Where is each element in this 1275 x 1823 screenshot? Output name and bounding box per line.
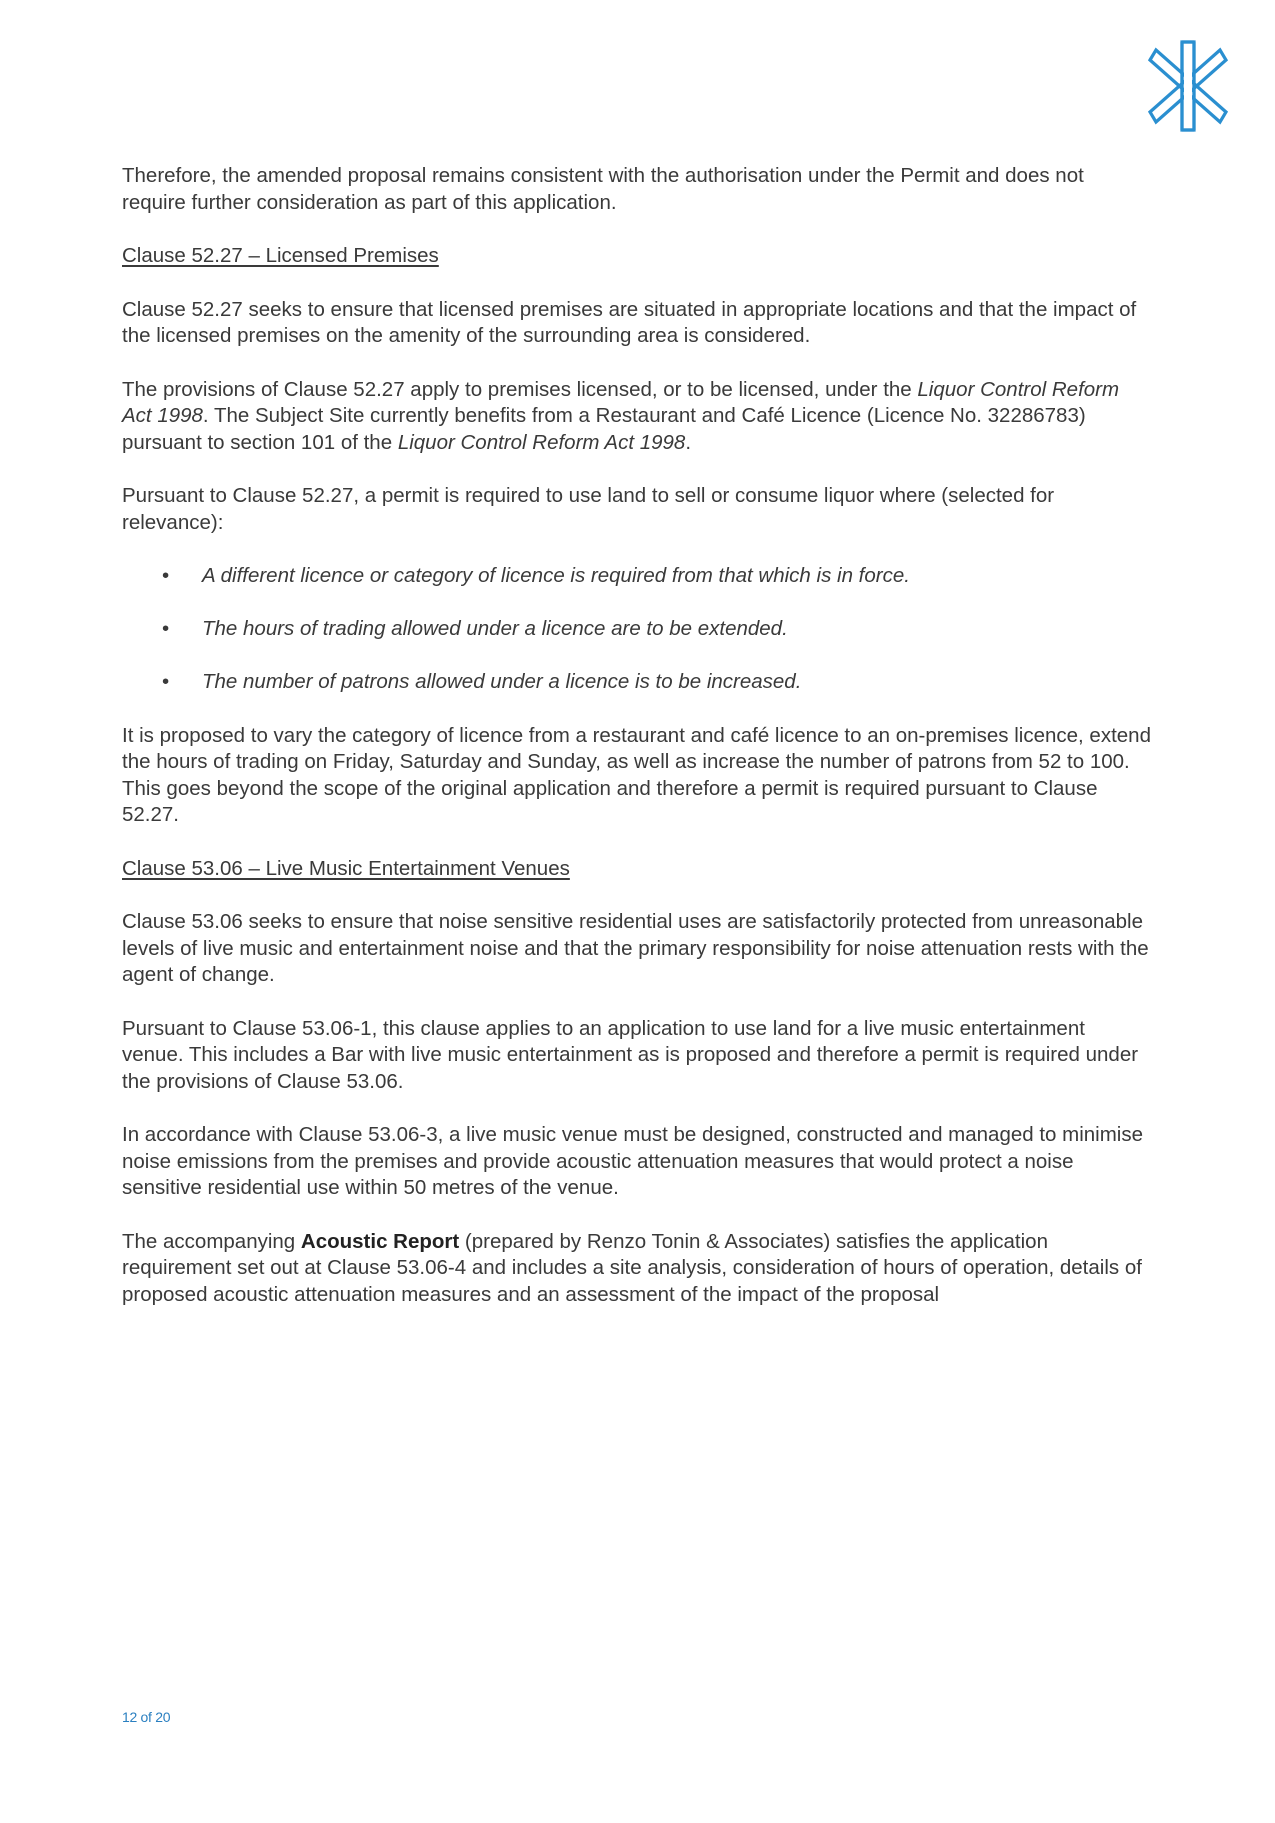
bullet-icon: • [162,670,170,693]
paragraph-clause-53-06-1: Pursuant to Clause 53.06-1, this clause applies to an application to use land for a live music entertainment venue. This includes a Bar with live music entertainment as is proposed and therefore a permit is required under the provisions of Clause 53.06. [122,1016,1139,1093]
paragraph-licence-variation: It is proposed to vary the category of licence from a restaurant and café licence to an on-premises licence, extend the hours of trading on Friday, Saturday and Sunday, as well as increase the number of patrons from 52 to 100. This goes beyond the scope of the original application and therefore a permit is required pursuant to Clause 52.27. [122,723,1151,826]
list-item-text: The hours of trading allowed under a licence are to be extended. [202,617,788,640]
paragraph-clause-53-06-3: In accordance with Clause 53.06-3, a live music venue must be designed, constructed and managed to minimise noise emissions from the premises and provide acoustic attenuation measures that would protect a noise sensitive residential use within 50 metres of the venue. [122,1123,1144,1199]
paragraph-clause-53-06-purpose: Clause 53.06 seeks to ensure that noise sensitive residential uses are satisfactorily protected from unreasonable levels of live music and entertainment noise and that the primary responsibility for noise attenuation rests with the agent of change. [122,910,1149,986]
heading-clause-53-06: Clause 53.06 – Live Music Entertainment Venues [122,856,570,880]
asterisk-star-logo-icon [1138,36,1238,136]
list-item-text: The number of patrons allowed under a licence is to be increased. [202,670,802,693]
permit-conditions-list [122,563,1152,696]
text-segment: . [685,430,692,454]
list-item-text: A different licence or category of licence is required from that which is in force. [202,564,910,587]
paragraph-clause-52-27-provisions [122,377,1152,457]
text-segment: (prepared by Renzo Tonin & Associates) satisfies the application requirement set out at Clause 53.06-4 and includes a site analysis, consideration of hours of operation, details of proposed acoustic attenuation measures and an assessment of the impact of the proposal [122,1229,1142,1306]
bullet-icon: • [162,617,170,640]
page-number: 12 of 20 [122,1709,171,1725]
acoustic-report-title: Acoustic Report [300,1229,460,1253]
document-body [122,163,1152,1335]
act-title: Liquor Control Reform Act 1998 [122,377,1120,427]
paragraph-acoustic-report [122,1229,1152,1309]
paragraph-permit-required: Pursuant to Clause 52.27, a permit is required to use land to sell or consume liquor where (selected for relevance): [122,484,1055,534]
paragraph-clause-52-27-purpose: Clause 52.27 seeks to ensure that licensed premises are situated in appropriate locations and that the impact of the licensed premises on the amenity of the surrounding area is considered. [122,297,1137,347]
list-item [122,563,1152,590]
bullet-icon: • [162,564,170,587]
heading-clause-52-27: Clause 52.27 – Licensed Premises [122,244,439,267]
text-segment: The provisions of Clause 52.27 apply to premises licensed, or to be licensed, under the [122,377,918,401]
act-title: Liquor Control Reform Act 1998 [397,430,686,454]
list-item [122,616,1152,643]
list-item [122,669,1152,696]
text-segment: The accompanying [122,1229,301,1253]
text-segment: . The Subject Site currently benefits from a Restaurant and Café Licence (Licence No. 32286783) pursuant to section 101 of the [122,404,1086,454]
paragraph-amended-proposal: Therefore, the amended proposal remains consistent with the authorisation under the Permit and does not require further consideration as part of this application. [122,164,1084,214]
